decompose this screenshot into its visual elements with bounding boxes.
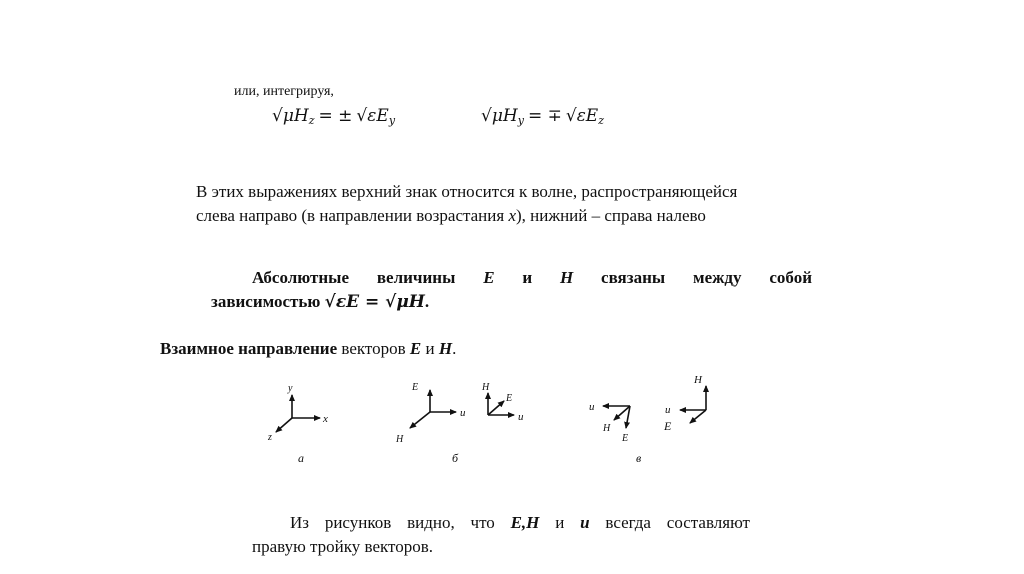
label-x: x [323,413,328,425]
label-e3: E [622,433,629,444]
conclusion-line2: правую тройку векторов. [252,537,434,556]
label-e4: E [664,419,672,433]
equation-1: $√\mu H_z$ = ± $√\varepsilon E_y$ [272,106,396,127]
equation-2: $√\mu H_y$ = ∓ $√\varepsilon E_z$ [481,106,605,127]
label-u3: u [589,401,595,413]
label-e: E [412,382,419,393]
vector-h-arrow [410,412,430,428]
label-h: H [396,434,404,445]
label-u2: u [518,411,524,423]
label-u4: u [665,404,671,416]
magnitude-paragraph-line2: зависимостью √εE = √μH. [211,292,430,312]
label-e2: E [506,393,513,404]
axis-z-arrow [276,418,292,432]
caption-b: б [452,451,459,465]
magnitude-paragraph-line1: Абсолютные величины E и H связаны между собой [252,268,812,287]
section-heading: Взаимное направление векторов E и H. [160,339,457,358]
para1-line2: слева направо (в направлении возрастания x), нижний – справа налево [196,206,706,225]
label-y: y [288,383,293,394]
label-u: u [460,407,466,419]
label-h4: H [694,374,702,386]
caption-a: а [298,451,304,465]
para1-line1: В этих выражениях верхний знак относится к волне, распространяющейся [196,182,738,201]
intro-text: или, интегрируя, [234,84,334,99]
magnitude-formula: √εE = √μH [324,292,425,312]
label-z: z [268,432,272,443]
label-h3: H [603,423,611,434]
caption-v: в [636,451,642,465]
label-h2: H [482,382,490,393]
vector-e4-arrow [690,410,706,423]
vector-e2-arrow [488,401,504,415]
conclusion-line1: Из рисунков видно, что E,H и u всегда составляют [290,513,750,532]
